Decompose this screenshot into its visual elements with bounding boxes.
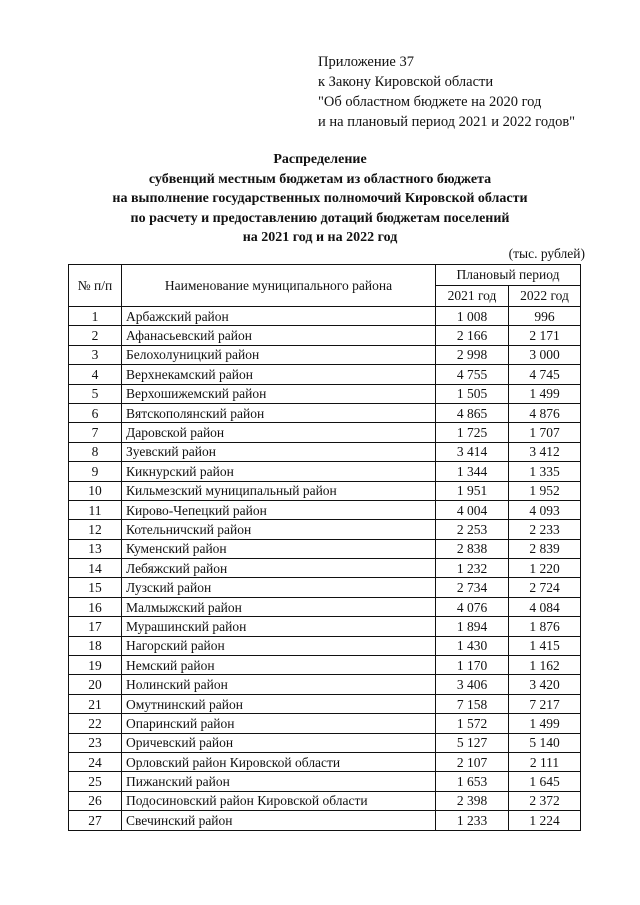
table-row xyxy=(69,307,581,326)
table-row xyxy=(69,481,581,500)
value-2022: 1 162 xyxy=(509,656,581,675)
col-header-period: Плановый период xyxy=(436,265,581,286)
value-2021: 1 725 xyxy=(436,423,509,442)
value-2022: 2 372 xyxy=(509,791,581,810)
value-2021: 5 127 xyxy=(436,733,509,752)
value-2022: 3 000 xyxy=(509,345,581,364)
table-row xyxy=(69,403,581,422)
value-2021: 2 734 xyxy=(436,578,509,597)
value-2022: 1 415 xyxy=(509,636,581,655)
row-number: 7 xyxy=(69,423,122,442)
row-number: 13 xyxy=(69,539,122,558)
district-name: Малмыжский район xyxy=(122,597,436,616)
row-number: 18 xyxy=(69,636,122,655)
table-row xyxy=(69,365,581,384)
value-2022: 1 220 xyxy=(509,559,581,578)
district-name: Пижанский район xyxy=(122,772,436,791)
district-name: Арбажский район xyxy=(122,307,436,326)
value-2021: 4 004 xyxy=(436,500,509,519)
units-label: (тыс. рублей) xyxy=(508,246,585,261)
district-name: Кирово-Чепецкий район xyxy=(122,500,436,519)
value-2021: 4 865 xyxy=(436,403,509,422)
row-number: 5 xyxy=(69,384,122,403)
row-number: 17 xyxy=(69,617,122,636)
table-row xyxy=(69,636,581,655)
district-name: Опаринский район xyxy=(122,714,436,733)
value-2021: 1 233 xyxy=(436,811,509,830)
district-name: Вятскополянский район xyxy=(122,403,436,422)
col-header-2022: 2022 год xyxy=(509,286,581,307)
row-number: 6 xyxy=(69,403,122,422)
district-name: Белохолуницкий район xyxy=(122,345,436,364)
value-2022: 5 140 xyxy=(509,733,581,752)
table-row xyxy=(69,733,581,752)
value-2021: 2 998 xyxy=(436,345,509,364)
value-2021: 1 951 xyxy=(436,481,509,500)
row-number: 3 xyxy=(69,345,122,364)
value-2021: 2 398 xyxy=(436,791,509,810)
table-row xyxy=(69,442,581,461)
value-2021: 1 894 xyxy=(436,617,509,636)
district-name: Нолинский район xyxy=(122,675,436,694)
district-name: Верхнекамский район xyxy=(122,365,436,384)
row-number: 1 xyxy=(69,307,122,326)
district-name: Даровской район xyxy=(122,423,436,442)
row-number: 14 xyxy=(69,559,122,578)
appendix-line: и на плановый период 2021 и 2022 годов" xyxy=(318,114,576,130)
value-2021: 7 158 xyxy=(436,694,509,713)
value-2021: 2 166 xyxy=(436,326,509,345)
row-number: 12 xyxy=(69,520,122,539)
value-2022: 1 499 xyxy=(509,714,581,733)
title-line: на 2021 год и на 2022 год xyxy=(242,230,398,246)
district-name: Куменский район xyxy=(122,539,436,558)
value-2022: 996 xyxy=(509,307,581,326)
table-row xyxy=(69,520,581,539)
value-2021: 1 505 xyxy=(436,384,509,403)
district-name: Омутнинский район xyxy=(122,694,436,713)
row-number: 22 xyxy=(69,714,122,733)
value-2021: 1 572 xyxy=(436,714,509,733)
value-2022: 2 724 xyxy=(509,578,581,597)
appendix-line: Приложение 37 xyxy=(318,54,414,70)
title-line: Распределение xyxy=(273,152,367,167)
title-line: на выполнение государственных полномочий Кировской области xyxy=(112,191,528,207)
value-2022: 4 745 xyxy=(509,365,581,384)
subvention-table xyxy=(68,264,581,831)
value-2021: 4 076 xyxy=(436,597,509,616)
title-line: субвенций местным бюджетам из областного бюджета xyxy=(148,171,492,187)
row-number: 16 xyxy=(69,597,122,616)
value-2021: 3 414 xyxy=(436,442,509,461)
value-2022: 2 839 xyxy=(509,539,581,558)
row-number: 2 xyxy=(69,326,122,345)
value-2021: 1 170 xyxy=(436,656,509,675)
value-2022: 1 645 xyxy=(509,772,581,791)
table-row xyxy=(69,656,581,675)
row-number: 21 xyxy=(69,694,122,713)
table-header-row xyxy=(69,265,581,286)
col-header-name: Наименование муниципального района xyxy=(122,265,436,307)
value-2022: 4 876 xyxy=(509,403,581,422)
row-number: 19 xyxy=(69,656,122,675)
title-line: по расчету и предоставлению дотаций бюджетам поселений xyxy=(130,210,510,226)
district-name: Свечинский район xyxy=(122,811,436,830)
district-name: Оричевский район xyxy=(122,733,436,752)
value-2022: 3 420 xyxy=(509,675,581,694)
district-name: Мурашинский район xyxy=(122,617,436,636)
value-2021: 1 653 xyxy=(436,772,509,791)
value-2022: 1 499 xyxy=(509,384,581,403)
col-header-2021: 2021 год xyxy=(436,286,509,307)
value-2021: 1 008 xyxy=(436,307,509,326)
table-row xyxy=(69,752,581,771)
value-2022: 3 412 xyxy=(509,442,581,461)
row-number: 9 xyxy=(69,462,122,481)
row-number: 10 xyxy=(69,481,122,500)
table-row xyxy=(69,694,581,713)
value-2022: 4 084 xyxy=(509,597,581,616)
table-row xyxy=(69,559,581,578)
table-row xyxy=(69,345,581,364)
table-row xyxy=(69,578,581,597)
table-row xyxy=(69,423,581,442)
value-2022: 2 171 xyxy=(509,326,581,345)
table-row xyxy=(69,500,581,519)
value-2022: 2 111 xyxy=(509,752,581,771)
table-row xyxy=(69,675,581,694)
table-row xyxy=(69,326,581,345)
district-name: Немский район xyxy=(122,656,436,675)
value-2022: 1 335 xyxy=(509,462,581,481)
value-2022: 4 093 xyxy=(509,500,581,519)
table-row xyxy=(69,811,581,830)
row-number: 8 xyxy=(69,442,122,461)
row-number: 4 xyxy=(69,365,122,384)
district-name: Зуевский район xyxy=(122,442,436,461)
district-name: Лузский район xyxy=(122,578,436,597)
row-number: 15 xyxy=(69,578,122,597)
document-title xyxy=(0,150,640,248)
col-header-number: № п/п xyxy=(69,265,122,307)
table-row xyxy=(69,462,581,481)
table-row xyxy=(69,791,581,810)
row-number: 26 xyxy=(69,791,122,810)
value-2021: 2 838 xyxy=(436,539,509,558)
value-2022: 7 217 xyxy=(509,694,581,713)
value-2021: 3 406 xyxy=(436,675,509,694)
district-name: Афанасьевский район xyxy=(122,326,436,345)
value-2021: 2 253 xyxy=(436,520,509,539)
value-2021: 1 232 xyxy=(436,559,509,578)
district-name: Подосиновский район Кировской области xyxy=(122,791,436,810)
value-2021: 1 430 xyxy=(436,636,509,655)
district-name: Верхошижемский район xyxy=(122,384,436,403)
district-name: Лебяжский район xyxy=(122,559,436,578)
value-2021: 4 755 xyxy=(436,365,509,384)
row-number: 25 xyxy=(69,772,122,791)
table-row xyxy=(69,617,581,636)
value-2022: 1 707 xyxy=(509,423,581,442)
value-2021: 2 107 xyxy=(436,752,509,771)
appendix-line: к Закону Кировской области xyxy=(318,74,494,90)
table-row xyxy=(69,772,581,791)
appendix-line: "Об областном бюджете на 2020 год xyxy=(318,94,542,110)
row-number: 27 xyxy=(69,811,122,830)
value-2022: 1 952 xyxy=(509,481,581,500)
district-name: Котельничский район xyxy=(122,520,436,539)
district-name: Кильмезский муниципальный район xyxy=(122,481,436,500)
district-name: Нагорский район xyxy=(122,636,436,655)
value-2021: 1 344 xyxy=(436,462,509,481)
appendix-header xyxy=(318,52,575,132)
table-row xyxy=(69,384,581,403)
district-name: Орловский район Кировской области xyxy=(122,752,436,771)
row-number: 11 xyxy=(69,500,122,519)
table-row xyxy=(69,539,581,558)
row-number: 20 xyxy=(69,675,122,694)
value-2022: 1 876 xyxy=(509,617,581,636)
value-2022: 1 224 xyxy=(509,811,581,830)
value-2022: 2 233 xyxy=(509,520,581,539)
table-row xyxy=(69,714,581,733)
row-number: 24 xyxy=(69,752,122,771)
table-row xyxy=(69,597,581,616)
district-name: Кикнурский район xyxy=(122,462,436,481)
row-number: 23 xyxy=(69,733,122,752)
